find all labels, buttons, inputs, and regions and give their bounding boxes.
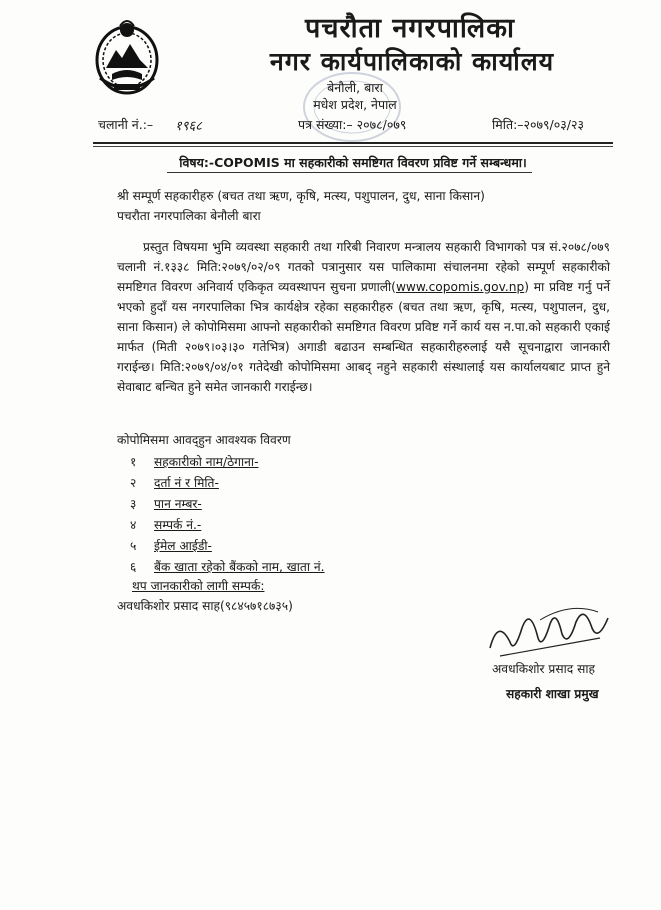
office-subtitle: नगर कार्यपालिकाको कार्यालय bbox=[269, 47, 555, 76]
signatory-name: अवधकिशोर प्रसाद साह bbox=[492, 662, 595, 676]
list-item-label: सम्पर्क नं.- bbox=[154, 518, 202, 532]
list-item bbox=[130, 536, 212, 556]
body-text-end: ) मा प्रविष्ट गर्नु पर्ने भएको हुदाँ यस नगरपालिका भित्र कार्यक्षेत्र रहेका सहकारीहरु (बचत तथा ऋण, कृषि, मत्स्य, पशुपालन, दुध, साना किसान) ले कोपोमिसमा आफ्नो सहकारीको समष्टिगत विवरण प्रविष्ट गर्ने कार्य यस न.पा.को सहकारी एकाई मार्फत (मिती २०७९।०३।३० गतेभित्र) अगाडी बढाउन सम्बन्धित सहकारीहरुलाई यसै सूचनाद्वारा जानकारी गराईन्छ। मिति:२०७९/०४/०१ गतेदेखी कोपोमिसमा आबद् नहुने सहकारी संस्थालाई यस कार्यालयबाट प्राप्त हुने सेवाबाट बन्चित हुने समेत जानकारी गराईन्छ। bbox=[117, 280, 610, 394]
contact-person: अवधकिशोर प्रसाद साह(९८४५७१८७३५) bbox=[117, 599, 293, 613]
recipient-line-1: श्री सम्पूर्ण सहकारीहरु (बचत तथा ऋण, कृषि, मत्स्य, पशुपालन, दुध, साना किसान) bbox=[117, 189, 485, 203]
list-item-number: ४ bbox=[130, 518, 137, 532]
office-name: पचरौता नगरपालिका bbox=[305, 13, 515, 44]
list-item-number: ३ bbox=[130, 497, 137, 511]
recipient-line-2: पचरौता नगरपालिका बेनौली बारा bbox=[117, 209, 261, 223]
subject-line: विषय:-COPOMIS मा सहकारीको समष्टिगत विवरण प्रविष्ट गर्ने सम्बन्धमा। bbox=[179, 155, 527, 170]
requirements-title: कोपोमिसमा आवद्हुन आवश्यक विवरण bbox=[117, 433, 291, 447]
letter-date: मिति:–२०७९/०३/२३ bbox=[492, 117, 584, 132]
signature-icon bbox=[480, 598, 615, 666]
list-item-number: २ bbox=[130, 476, 137, 490]
list-item bbox=[130, 452, 259, 472]
list-item-label: पान नम्बर- bbox=[154, 497, 202, 511]
list-item-label: दर्ता नं र मिति- bbox=[154, 476, 219, 490]
nepal-emblem-icon bbox=[92, 18, 162, 96]
copomis-link[interactable]: www.copomis.gov.np bbox=[395, 280, 525, 294]
chalani-number: १९६८ bbox=[175, 119, 203, 134]
list-item-label: ईमेल आईडी- bbox=[154, 539, 212, 553]
address-line-1: बेनौली, बारा bbox=[327, 80, 383, 95]
list-item-number: ५ bbox=[130, 539, 137, 553]
body-text-start: प्रस्तुत विषयमा भुमि व्यवस्था सहकारी तथा गरिबी निवारण मन्त्रालय सहकारी विभागको पत्र सं.२०७८/०७९ चलानी नं.१३३८ मिति:२०७९/०२/०९ गतको पत्रानुसार यस पालिकामा संचालनमा रहेको सम्पूर्ण सहकारीको समष्टिगत विवरण अनिवार्य एकिकृत व्यवस्थापन सुचना प्रणाली( bbox=[117, 240, 610, 294]
body-paragraph bbox=[117, 237, 610, 397]
list-item-number: ६ bbox=[130, 560, 137, 574]
address-line-2: मधेश प्रदेश, नेपाल bbox=[313, 97, 397, 112]
signatory-title: सहकारी शाखा प्रमुख bbox=[506, 687, 599, 701]
header-divider bbox=[93, 142, 613, 144]
list-item-number: १ bbox=[130, 455, 137, 469]
list-item-label: बैंक खाता रहेको बैंकको नाम, खाता नं. bbox=[154, 560, 325, 574]
list-item bbox=[130, 473, 219, 493]
header-divider-thin bbox=[93, 146, 613, 147]
list-item bbox=[130, 515, 201, 535]
list-item-label: सहकारीको नाम/ठेगाना- bbox=[154, 455, 259, 469]
chalani-label: चलानी नं.:– bbox=[98, 117, 154, 132]
list-item bbox=[130, 557, 325, 577]
patra-sankhya: पत्र संख्या:– २०७८/०७९ bbox=[298, 117, 407, 132]
contact-label: थप जानकारीको लागी सम्पर्क: bbox=[132, 579, 265, 593]
list-item bbox=[130, 494, 202, 514]
subject-underline bbox=[167, 172, 532, 173]
